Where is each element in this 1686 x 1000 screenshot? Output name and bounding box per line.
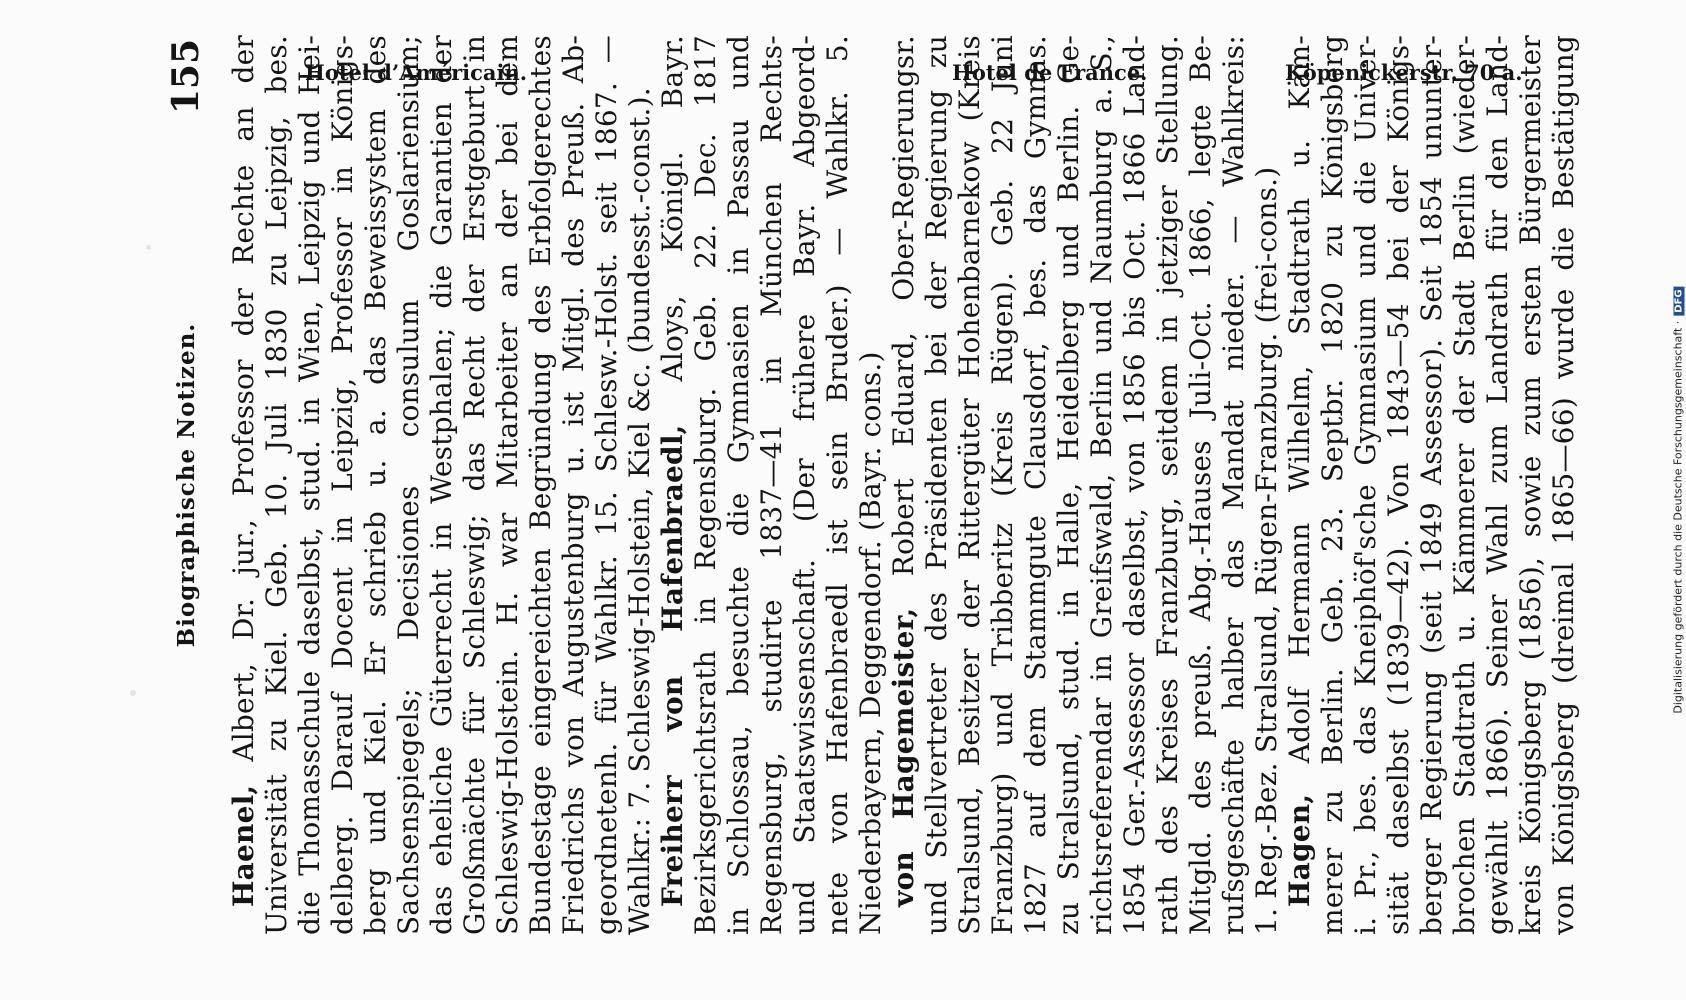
entry-line: richtsreferendar in Greifswald, Berlin und Naumburg a. S., bbox=[1085, 35, 1118, 935]
dfg-logo: DFG bbox=[1674, 286, 1685, 315]
entry-name-hagen: Hagen, bbox=[1283, 793, 1316, 907]
entry-line: Bezirksgerichtsrath in Regensburg. Geb. 22. Dec. 1817 bbox=[689, 35, 722, 935]
entry-line: 1. Reg.-Bez. Stralsund, Rügen-Franzburg. (frei-cons.) bbox=[1250, 166, 1283, 935]
entry-line: Freiherr von Hafenbraedl, Aloys, Königl. Bayr. bbox=[656, 35, 689, 907]
entry-line: sität daselbst (1839—42). Von 1843—54 bei der Königs- bbox=[1382, 35, 1415, 935]
entry-name-hagemeister: von Hagemeister, bbox=[887, 607, 920, 907]
entry-line: 1854 Ger.-Assessor daselbst, von 1856 bis Oct. 1866 Land- bbox=[1118, 35, 1151, 935]
entry-line: die Thomasschule daselbst, stud. in Wien, Leipzig und Hei- bbox=[293, 35, 326, 935]
entry-line: merer zu Berlin. Geb. 23. Septbr. 1820 zu Königsberg bbox=[1316, 35, 1349, 935]
entry-line: das eheliche Güterrecht in Westphalen; die Garantien der bbox=[425, 35, 458, 935]
entry-line: Universität zu Kiel. Geb. 10. Juli 1830 zu Leipzig, bes. bbox=[260, 35, 293, 935]
entry-line: und Staatswissenschaft. (Der frühere Bayr. Abgeord- bbox=[788, 35, 821, 935]
entry-line: Haenel, Albert, Dr. jur., Professor der Rechte an der bbox=[227, 35, 260, 907]
entry-line: von Hagemeister, Robert Eduard, Ober-Regierungsr. bbox=[887, 35, 920, 907]
entry-line: Friedrichs von Augustenburg u. ist Mitgl. des Preuß. Ab- bbox=[557, 35, 590, 935]
entry-line: geordnetenh. für Wahlkr. 15. Schlesw.-Holst. seit 1867. — bbox=[590, 35, 623, 935]
entry-line: von Königsberg (dreimal 1865—66) wurde die Bestätigung bbox=[1547, 35, 1580, 935]
entry-line: Regensburg, studirte 1837—41 in München Rechts- bbox=[755, 35, 788, 935]
entry-line: in Schlossau, besuchte die Gymnasien in Passau und bbox=[722, 35, 755, 935]
entry-line: und Stellvertreter des Präsidenten bei der Regierung zu bbox=[920, 35, 953, 935]
entry-line: Sachsenspiegels; Decisiones consulum Goslariensium; bbox=[392, 35, 425, 935]
entry-line: Franzburg) und Tribberitz (Kreis Rügen). Geb. 22 Juni bbox=[986, 35, 1019, 935]
scan-speck bbox=[130, 690, 136, 696]
entry-line: brochen Stadtrath u. Kämmerer der Stadt Berlin (wieder- bbox=[1448, 35, 1481, 935]
book-page bbox=[165, 35, 1580, 935]
entry-line: Schleswig-Holstein. H. war Mitarbeiter an der bei dem bbox=[491, 35, 524, 935]
entry-line: kreis Königsberg (1856), sowie zum ersten Bürgermeister bbox=[1514, 35, 1547, 935]
entry-name-hafenbraedl: Freiherr von Hafenbraedl, bbox=[656, 424, 689, 907]
entry-line: rufsgeschäfte halber das Mandat nieder. — Wahlkreis: bbox=[1217, 35, 1250, 935]
column-header-hotel-de-france: Hotel de France. bbox=[952, 60, 1148, 85]
entry-line: Mitgld. des preuß. Abg.-Hauses Juli-Oct. 1866, legte Be- bbox=[1184, 35, 1217, 935]
credit-text: Digitalisierung gefördert durch die Deutsche Forschungsgemeinschaft · bbox=[1671, 320, 1685, 714]
column-header-address: Köpenickerstr. 70 a. bbox=[1285, 60, 1523, 85]
entry-line: nete von Hafenbraedl ist sein Bruder.) — Wahlkr. 5. bbox=[821, 35, 854, 935]
entry-line: rath des Kreises Franzburg, seitdem in jetziger Stellung. bbox=[1151, 35, 1184, 935]
entry-line: i. Pr., bes. das Kneiphöf'sche Gymnasium und die Univer- bbox=[1349, 35, 1382, 935]
entry-line: zu Stralsund, stud. in Halle, Heidelberg und Berlin. Ge- bbox=[1052, 35, 1085, 935]
entry-line: berg und Kiel. Er schrieb u. a. das Beweissystem des bbox=[359, 35, 392, 935]
running-head bbox=[165, 35, 225, 935]
entry-name-haenel: Haenel, bbox=[227, 784, 260, 907]
page-number: 155 bbox=[165, 39, 207, 115]
scan-speck bbox=[146, 245, 151, 250]
entry-line: Hagen, Adolf Hermann Wilhelm, Stadtrath u. Käm- bbox=[1283, 35, 1316, 907]
column-header-hotel-americain: Hotel d’Américain. bbox=[305, 60, 528, 85]
text-column bbox=[227, 35, 1580, 935]
entry-line: Bundestage eingereichten Begründung des Erbfolgerechtes bbox=[524, 35, 557, 935]
entry-line: berger Regierung (seit 1849 Assessor). Seit 1854 ununter- bbox=[1415, 35, 1448, 935]
entry-line: Wahlkr.: 7. Schleswig-Holstein, Kiel &c. (bundesst.-const.). bbox=[623, 87, 656, 935]
entry-line: delberg. Darauf Docent in Leipzig, Professor in Königs- bbox=[326, 35, 359, 935]
entry-line: Stralsund, Besitzer der Rittergüter Hohenbarnekow (Kreis bbox=[953, 35, 986, 935]
digitization-credit bbox=[1672, 286, 1685, 713]
entry-line: Großmächte für Schleswig; das Recht der Erstgeburt in bbox=[458, 35, 491, 935]
entry-line: 1827 auf dem Stammgute Clausdorf, bes. das Gymnas. bbox=[1019, 35, 1052, 935]
running-head-title: Biographische Notizen. bbox=[173, 322, 200, 648]
entry-line: Niederbayern, Deggendorf. (Bayr. cons.) bbox=[854, 351, 887, 935]
entry-line: gewählt 1866). Seiner Wahl zum Landrath für den Land- bbox=[1481, 35, 1514, 935]
